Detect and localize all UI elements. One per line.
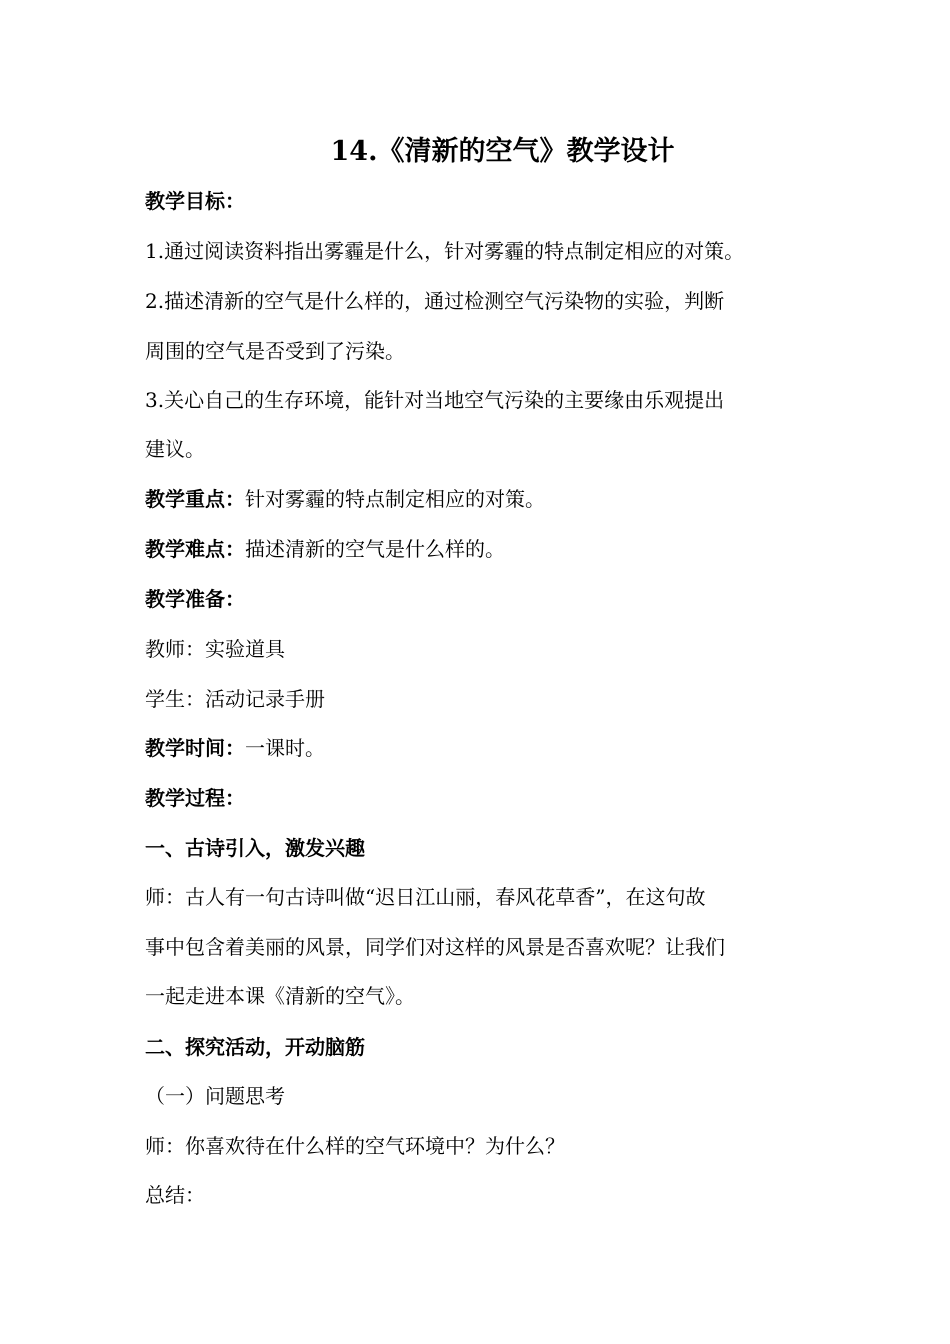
objective-line-2: 2.描述清新的空气是什么样的，通过检测空气污染物的实验，判断 [145,289,725,313]
key-point [145,484,825,514]
section-1-line-2: 事中包含着美丽的风景，同学们对这样的风景是否喜欢呢？让我们 [145,935,725,959]
difficult-point-label: 教学难点： [145,537,245,561]
section-1-line-1: 师：古人有一句古诗叫做“迟日江山丽，春风花草香”，在这句故 [145,885,706,909]
section-2-heading: 二、探究活动，开动脑筋 [145,1035,365,1059]
teaching-time-text: 一课时。 [245,736,325,760]
difficult-point [145,534,825,564]
teaching-time [145,733,825,763]
section-2-question: 师：你喜欢待在什么样的空气环境中？为什么？ [145,1134,565,1158]
objective-line-3: 周围的空气是否受到了污染。 [145,339,405,363]
objective-line-4: 3.关心自己的生存环境，能针对当地空气污染的主要缘由乐观提出 [145,388,725,412]
key-point-text: 针对雾霾的特点制定相应的对策。 [245,487,545,511]
preparation-student: 学生：活动记录手册 [145,687,325,711]
objective-line-5: 建议。 [145,437,205,461]
teaching-time-label: 教学时间： [145,736,245,760]
objectives-heading: 教学目标： [145,189,245,213]
section-1-heading: 一、古诗引入，激发兴趣 [145,836,365,860]
section-2-summary: 总结： [145,1183,205,1207]
section-2-subheading: （一）问题思考 [145,1084,285,1108]
document-title: 14.《清新的空气》教学设计 [330,136,675,167]
objective-line-1: 1.通过阅读资料指出雾霾是什么，针对雾霾的特点制定相应的对策。 [145,239,745,263]
process-heading: 教学过程： [145,786,245,810]
key-point-label: 教学重点： [145,487,245,511]
section-1-line-3: 一起走进本课《清新的空气》。 [145,984,415,1008]
difficult-point-text: 描述清新的空气是什么样的。 [245,537,505,561]
preparation-teacher: 教师：实验道具 [145,637,285,661]
preparation-heading: 教学准备： [145,587,245,611]
